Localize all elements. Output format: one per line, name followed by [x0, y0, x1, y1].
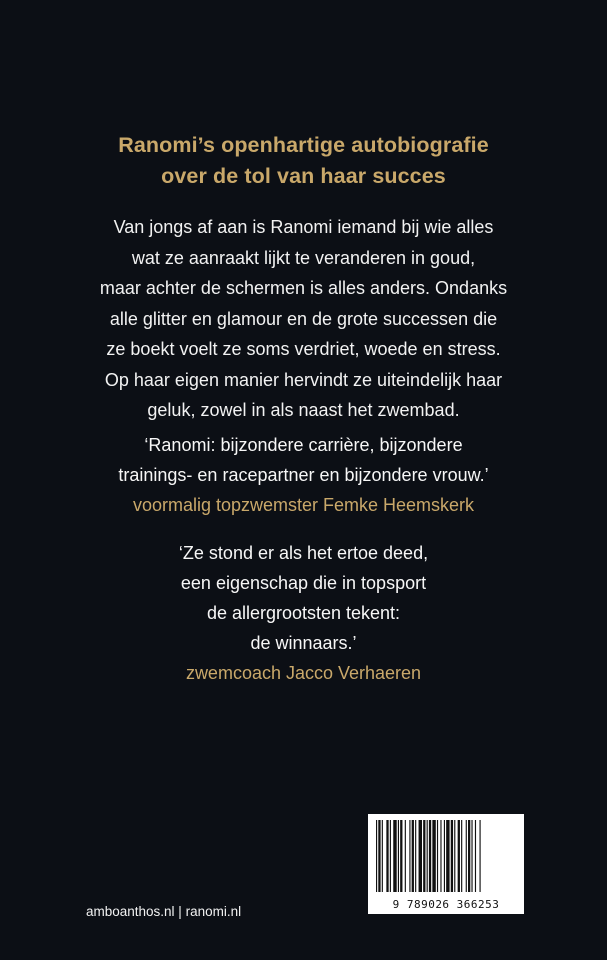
headline-line: over de tol van haar succes — [161, 164, 446, 188]
quote-attribution: zwemcoach Jacco Verhaeren — [185, 663, 422, 683]
barcode-bar — [376, 820, 377, 892]
headline-line: Ranomi’s openhartige autobiografie — [118, 133, 489, 157]
barcode-bars-icon — [374, 820, 518, 892]
barcode-bar — [471, 820, 472, 892]
barcode-bar — [400, 820, 402, 892]
quote-attribution: voormalig topzwemster Femke Heemskerk — [132, 495, 475, 515]
barcode-bar — [446, 820, 449, 892]
quote-line: trainings- en racepartner en bijzondere vrouw.’ — [118, 465, 489, 485]
blurb-line: Van jongs af aan is Ranomi iemand bij wie alles — [113, 217, 494, 237]
barcode-bar — [423, 820, 425, 892]
quote-line: de winnaars.’ — [250, 633, 357, 653]
isbn-number: 9 789026 366253 — [392, 898, 500, 911]
barcode-bar — [480, 820, 481, 892]
publisher-websites: amboanthos.nl | ranomi.nl — [86, 904, 242, 919]
barcode-bar — [415, 820, 416, 892]
quote-line: de allergrootsten tekent: — [206, 603, 401, 623]
blurb-line: ze boekt voelt ze soms verdriet, woede en stress. — [106, 339, 501, 359]
blurb-line: Op haar eigen manier hervindt ze uiteindelijk haar — [104, 369, 503, 390]
isbn-barcode — [368, 814, 524, 914]
barcode-bar — [409, 820, 410, 892]
barcode-bar — [475, 820, 476, 892]
blurb-line: wat ze aanraakt lijkt te veranderen in goud, — [131, 247, 476, 268]
barcode-bar — [398, 820, 399, 892]
quote-line: ‘Ranomi: bijzondere carrière, bijzondere — [144, 435, 463, 455]
barcode-bar — [378, 820, 380, 892]
quote-line: ‘Ze stond er als het ertoe deed, — [178, 543, 429, 563]
barcode-bar — [427, 820, 428, 892]
blurb-line: alle glitter en glamour en de grote successen die — [109, 308, 498, 329]
barcode-bar — [386, 820, 388, 892]
quote-jacco-verhaeren — [0, 538, 607, 688]
barcode-bar — [405, 820, 406, 892]
barcode-bar — [466, 820, 467, 892]
barcode-bar — [440, 820, 441, 892]
barcode-bar — [412, 820, 414, 892]
barcode-bar — [454, 820, 455, 892]
barcode-bar — [444, 820, 445, 892]
blurb-text — [0, 212, 607, 426]
barcode-bar — [419, 820, 422, 892]
blurb-line: maar achter de schermen is alles anders. Ondanks — [99, 278, 508, 298]
barcode-bar — [437, 820, 438, 892]
barcode-bar — [393, 820, 396, 892]
barcode-bar — [451, 820, 453, 892]
barcode-bar — [461, 820, 462, 892]
barcode-bar — [468, 820, 470, 892]
quote-femke-heemskerk — [0, 430, 607, 520]
barcode-bar — [432, 820, 435, 892]
headline — [0, 130, 607, 192]
barcode-bar — [429, 820, 431, 892]
barcode-bar — [390, 820, 391, 892]
blurb-line: geluk, zowel in als naast het zwembad. — [147, 400, 460, 420]
quote-line: een eigenschap die in topsport — [180, 573, 427, 593]
barcode-bar — [458, 820, 460, 892]
barcode-bar — [382, 820, 383, 892]
